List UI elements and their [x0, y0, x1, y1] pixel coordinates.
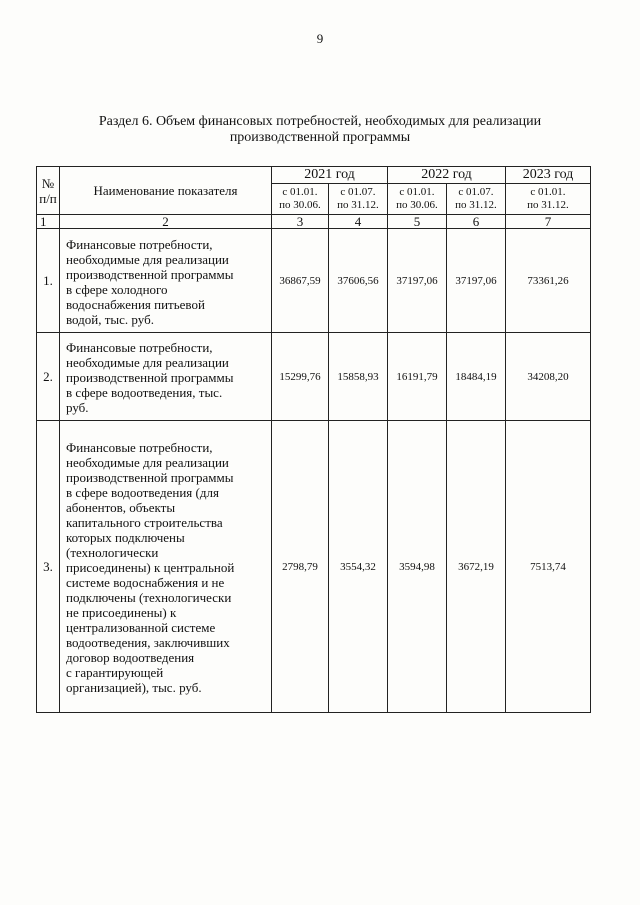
header-number-cell: [37, 167, 60, 215]
value-cell: 15858,93: [329, 333, 388, 421]
row-name: Финансовые потребности, необходимые для реализации производственной программы в сфере водоотведения, тыс. руб.: [60, 333, 272, 421]
value-cell: 15299,76: [272, 333, 329, 421]
value-cell: 34208,20: [506, 333, 591, 421]
table-row-1: [37, 229, 591, 333]
value-cell: 37606,56: [329, 229, 388, 333]
value-cell: 2798,79: [272, 421, 329, 713]
period-end: по 30.06.: [396, 199, 438, 211]
period-end: по 31.12.: [527, 199, 569, 211]
column-number: 4: [329, 215, 388, 229]
row-name: Финансовые потребности, необходимые для реализации производственной программы в сфере водоотведения (для абонентов, объекты капитального строительства которых подключены (технологически присоединены) к центральной системе водоснабжения и не подключены (технологически не присоединены) к централизованной системе водоотведения, заключивших договор водоотведения с гарантирующей организацией), тыс. руб.: [60, 421, 272, 713]
page-number: 9: [316, 31, 324, 46]
section-title-line-2: производственной программы: [229, 130, 411, 145]
value-cell: 3554,32: [329, 421, 388, 713]
value-cell: 36867,59: [272, 229, 329, 333]
table-row-3: [37, 421, 591, 713]
column-number: 1: [37, 215, 60, 229]
header-year-2023: 2023 год: [506, 167, 591, 184]
row-number: 1.: [37, 229, 60, 333]
header-number-sign: №: [41, 175, 55, 191]
table-row-2: [37, 333, 591, 421]
value-cell: 37197,06: [388, 229, 447, 333]
period-start: с 01.07.: [340, 186, 376, 198]
value-cell: 18484,19: [447, 333, 506, 421]
value-cell: 37197,06: [447, 229, 506, 333]
period-start: с 01.01.: [530, 186, 566, 198]
period-end: по 30.06.: [279, 199, 321, 211]
row-name: Финансовые потребности, необходимые для реализации производственной программы в сфере холодного водоснабжения питьевой водой, тыс. руб.: [60, 229, 272, 333]
header-row-years: [37, 167, 591, 184]
period-end: по 31.12.: [337, 199, 379, 211]
column-number: 3: [272, 215, 329, 229]
header-period-cell: [329, 184, 388, 215]
period-end: по 31.12.: [455, 199, 497, 211]
value-cell: 7513,74: [506, 421, 591, 713]
header-name-cell: Наименование показателя: [60, 167, 272, 215]
value-cell: 16191,79: [388, 333, 447, 421]
section-title: [40, 114, 600, 146]
header-year-2022: 2022 год: [388, 167, 506, 184]
period-start: с 01.01.: [282, 186, 318, 198]
section-title-line-1: Раздел 6. Объем финансовых потребностей, необходимых для реализации: [98, 114, 542, 129]
period-start: с 01.01.: [399, 186, 435, 198]
header-period-cell: [447, 184, 506, 215]
header-number-pp: п/п: [39, 190, 57, 206]
value-cell: 73361,26: [506, 229, 591, 333]
column-number: 5: [388, 215, 447, 229]
header-period-cell: [506, 184, 591, 215]
header-period-cell: [388, 184, 447, 215]
column-numbers-row: [37, 215, 591, 229]
financial-needs-table: [36, 166, 591, 713]
column-number: 6: [447, 215, 506, 229]
column-number: 7: [506, 215, 591, 229]
period-start: с 01.07.: [458, 186, 494, 198]
header-year-2021: 2021 год: [272, 167, 388, 184]
row-number: 3.: [37, 421, 60, 713]
column-number: 2: [60, 215, 272, 229]
row-number: 2.: [37, 333, 60, 421]
value-cell: 3672,19: [447, 421, 506, 713]
value-cell: 3594,98: [388, 421, 447, 713]
header-period-cell: [272, 184, 329, 215]
